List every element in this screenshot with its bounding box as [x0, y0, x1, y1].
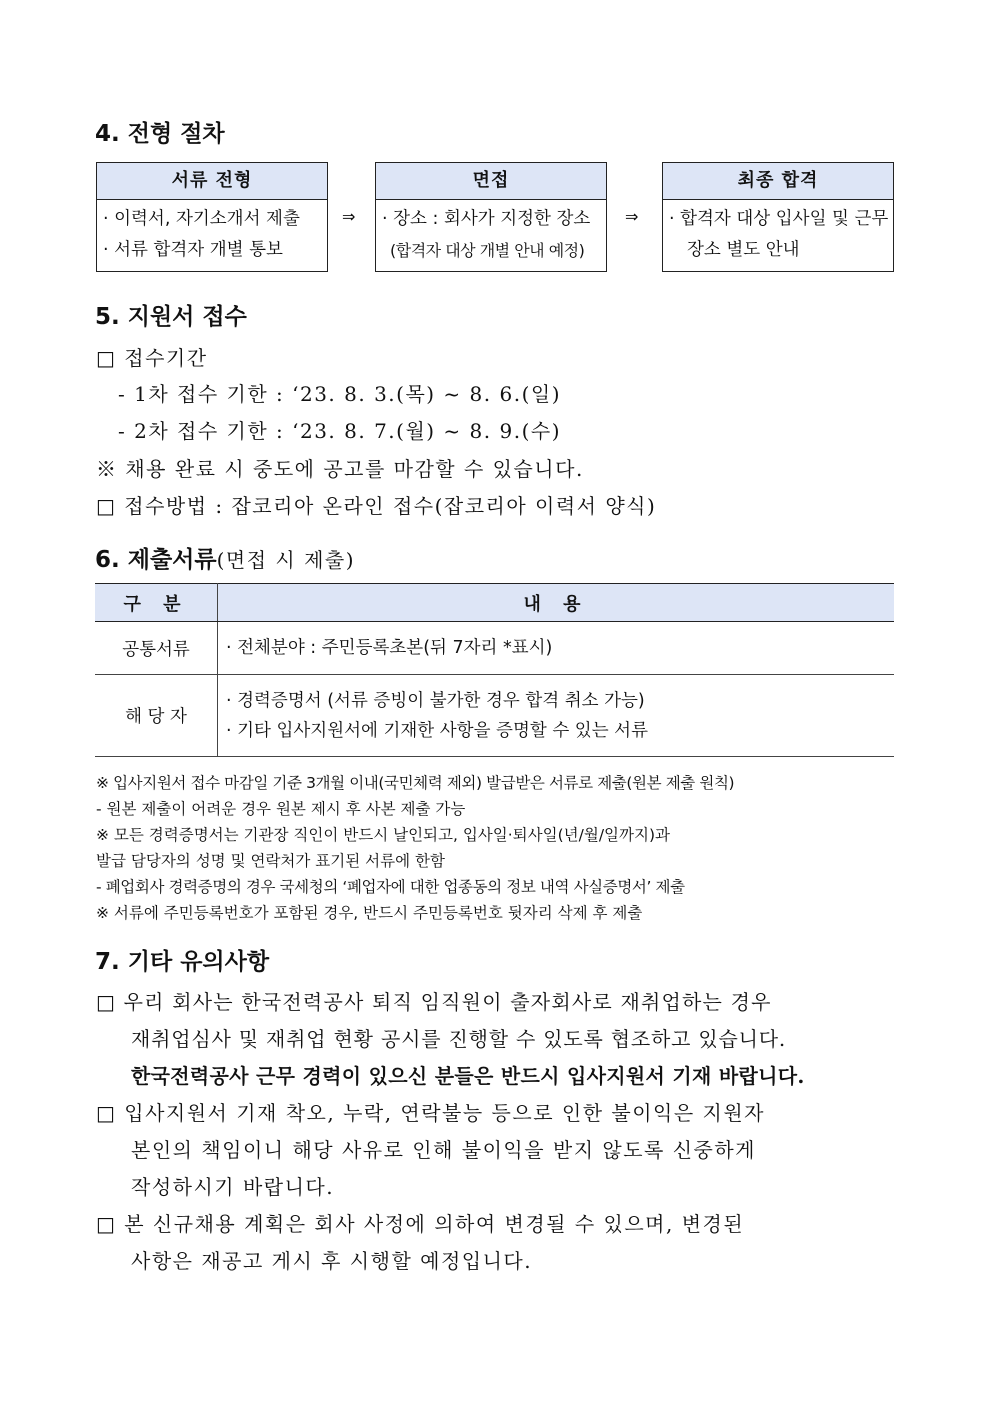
process-box-line: 장소 별도 안내 [687, 240, 800, 260]
notice-3-line: □ 본 신규채용 계획은 회사 사정에 의하여 변경될 수 있으며, 변경된 [96, 1212, 745, 1236]
row-content-line: · 기타 입사지원서에 기재한 사항을 증명할 수 있는 서류 [226, 720, 648, 741]
early-close-note: ※ 채용 완료 시 중도에 공고를 마감할 수 있습니다. [96, 457, 584, 481]
period-label: □ 접수기간 [96, 346, 208, 370]
process-box-line: (합격자 대상 개별 안내 예정) [390, 241, 585, 260]
documents-table [95, 583, 894, 757]
notice-2-line: □ 입사지원서 기재 착오, 누락, 연락불능 등으로 인한 불이익은 지원자 [96, 1101, 765, 1125]
document-note: ※ 모든 경력증명서는 기관장 직인이 반드시 날인되고, 입사일·퇴사일(년/월/일까지)과 [96, 826, 670, 844]
notice-1-line: □ 우리 회사는 한국전력공사 퇴직 임직원이 출자회사로 재취업하는 경우 [96, 990, 772, 1014]
col-header-content: 내 용 [218, 584, 895, 622]
process-box-header: 면접 [376, 163, 606, 200]
round-2-deadline: - 2차 접수 기한 : ‘23. 8. 7.(월) ~ 8. 9.(수) [118, 419, 561, 443]
arrow-icon: ⇒ [625, 207, 639, 226]
document-note: ※ 서류에 주민등록번호가 포함된 경우, 반드시 주민등록번호 뒷자리 삭제 후 제출 [96, 904, 643, 922]
row-content [218, 675, 895, 757]
table-row [95, 675, 894, 757]
row-content-line: · 경력증명서 (서류 증빙이 불가한 경우 합격 취소 가능) [226, 690, 645, 711]
notice-1-line: 재취업심사 및 재취업 현황 공시를 진행할 수 있도록 협조하고 있습니다. [131, 1027, 787, 1051]
application-method: □ 접수방법 : 잡코리아 온라인 접수(잡코리아 이력서 양식) [96, 494, 657, 518]
process-box-line: · 이력서, 자기소개서 제출 [103, 209, 300, 229]
document-note: ※ 입사지원서 접수 마감일 기준 3개월 이내(국민체력 제외) 발급받은 서류로 제출(원본 제출 원칙) [96, 774, 735, 792]
notice-2-line: 작성하시기 바랍니다. [131, 1175, 335, 1199]
process-box-line: · 장소 : 회사가 지정한 장소 [382, 209, 591, 229]
notice-2-line: 본인의 책임이니 해당 사유로 인해 불이익을 받지 않도록 신중하게 [131, 1138, 756, 1162]
notice-3-line: 사항은 재공고 게시 후 시행할 예정입니다. [131, 1249, 533, 1273]
process-box-header: 최종 합격 [663, 163, 893, 200]
row-content: · 전체분야 : 주민등록초본(뒤 7자리 *표시) [218, 622, 895, 675]
notice-1-emphasis: 한국전력공사 근무 경력이 있으신 분들은 반드시 입사지원서 기재 바랍니다. [131, 1064, 805, 1088]
section-6-title: 6. 제출서류 [95, 547, 217, 573]
col-header-category: 구 분 [95, 584, 218, 622]
document-note: - 폐업회사 경력증명의 경우 국세청의 ‘폐업자에 대한 업종동의 정보 내역 사실증명서’ 제출 [96, 878, 685, 896]
document-note: - 원본 제출이 어려운 경우 원본 제시 후 사본 제출 가능 [96, 800, 466, 818]
process-box-line: · 서류 합격자 개별 통보 [103, 240, 283, 260]
table-row [95, 622, 894, 675]
arrow-icon: ⇒ [342, 207, 356, 226]
section-4-title: 4. 전형 절차 [95, 121, 225, 147]
process-box-document [96, 162, 328, 272]
process-box-line: · 합격자 대상 입사일 및 근무 [669, 209, 889, 229]
section-5-title: 5. 지원서 접수 [95, 304, 247, 330]
process-box-final [662, 162, 894, 272]
document-note: 발급 담당자의 성명 및 연락처가 표기된 서류에 한함 [96, 852, 445, 870]
row-label: 공통서류 [95, 622, 218, 675]
process-box-interview [375, 162, 607, 272]
process-box-header: 서류 전형 [97, 163, 327, 200]
round-1-deadline: - 1차 접수 기한 : ‘23. 8. 3.(목) ~ 8. 6.(일) [118, 382, 561, 406]
section-6-heading [95, 541, 355, 574]
row-label: 해 당 자 [95, 675, 218, 757]
section-7-title: 7. 기타 유의사항 [95, 949, 270, 975]
section-6-suffix: (면접 시 제출) [216, 548, 356, 572]
